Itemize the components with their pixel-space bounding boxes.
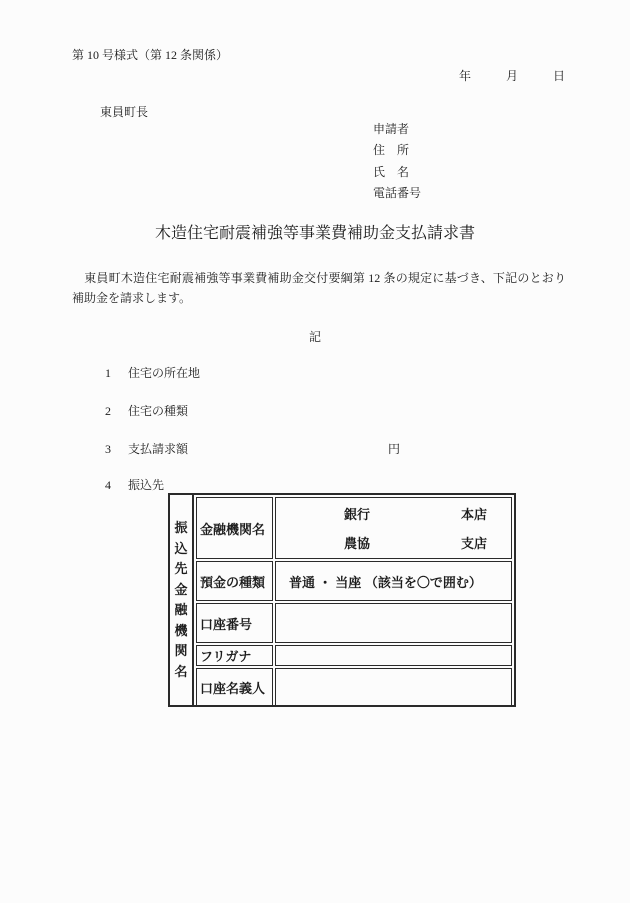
- date-month-label: 月: [505, 69, 518, 83]
- deposit-type-value: 普通 ・ 当座 （該当を〇で囲む）: [289, 574, 482, 590]
- account-holder-label: 口座名義人: [196, 668, 273, 706]
- option-line-coop: [276, 533, 511, 552]
- vertical-header-char: 振: [174, 520, 188, 535]
- vertical-header-char: 関: [174, 643, 188, 658]
- addressee: 東員町長: [100, 105, 149, 119]
- applicant-block: [373, 119, 421, 205]
- yen-unit-label: 円: [388, 442, 401, 456]
- vertical-header-char: 込: [174, 540, 188, 556]
- applicant-address-label: 住 所: [373, 143, 410, 158]
- item-3-payment-amount: [105, 440, 525, 457]
- item-2-house-type: [105, 402, 525, 419]
- account-number-input-cell[interactable]: [275, 603, 512, 643]
- bank-option: 銀行: [344, 507, 371, 522]
- table-row-account-number: [196, 603, 512, 643]
- item-label: 住宅の種類: [128, 404, 189, 418]
- applicant-phone-label: 電話番号: [373, 186, 422, 201]
- deposit-type-label: 預金の種類: [196, 561, 273, 601]
- item-number: 1: [105, 366, 111, 380]
- bank-table-vertical-header: [170, 495, 194, 705]
- table-row-furigana: [196, 645, 512, 666]
- item-number: 2: [105, 404, 111, 418]
- vertical-header-char: 先: [174, 561, 188, 576]
- table-row-financial-institution: [196, 497, 512, 559]
- branch-office-option: 支店: [461, 536, 488, 551]
- item-label: 振込先: [128, 478, 165, 492]
- applicant-title: 申請者: [373, 122, 410, 136]
- bank-table-grid: [194, 495, 514, 708]
- financial-institution-cell[interactable]: [275, 497, 512, 559]
- form-number: 第 10 号様式（第 12 条関係）: [72, 48, 229, 62]
- table-row-account-holder: [196, 668, 512, 706]
- agricultural-coop-option: 農協: [344, 536, 371, 551]
- page-title: 木造住宅耐震補強等事業費補助金支払請求書: [154, 225, 475, 242]
- head-office-option: 本店: [461, 507, 488, 522]
- vertical-header-char: 融: [174, 602, 188, 617]
- date-day-label: 日: [552, 69, 565, 83]
- item-number: 3: [105, 442, 111, 456]
- item-number: 4: [105, 478, 111, 492]
- item-label: 住宅の所在地: [128, 366, 201, 380]
- date-year-label: 年: [458, 69, 471, 83]
- item-label: 支払請求額: [128, 442, 189, 456]
- vertical-header-char: 名: [174, 663, 188, 679]
- date-line: [459, 67, 565, 84]
- financial-institution-label: 金融機関名: [196, 497, 273, 559]
- furigana-input-cell[interactable]: [275, 645, 512, 666]
- furigana-label: フリガナ: [196, 645, 273, 666]
- financial-institution-options: [276, 499, 511, 557]
- item-4-transfer-account: [105, 476, 525, 493]
- record-marker: 記: [308, 330, 321, 344]
- account-number-label: 口座番号: [196, 603, 273, 643]
- table-row-deposit-type: [196, 561, 512, 601]
- body-paragraph: 東員町木造住宅耐震補強等事業費補助金交付要綱第 12 条の規定に基づき、下記のとおり補助金を請求します。: [72, 271, 566, 305]
- vertical-header-char: 機: [174, 622, 188, 638]
- deposit-type-cell[interactable]: [275, 561, 512, 601]
- account-holder-input-cell[interactable]: [275, 668, 512, 706]
- bank-transfer-table: [168, 493, 516, 707]
- applicant-name-label: 氏 名: [373, 164, 410, 179]
- option-line-bank: [276, 504, 511, 523]
- vertical-header-char: 金: [174, 581, 188, 597]
- item-1-house-location: [105, 364, 525, 381]
